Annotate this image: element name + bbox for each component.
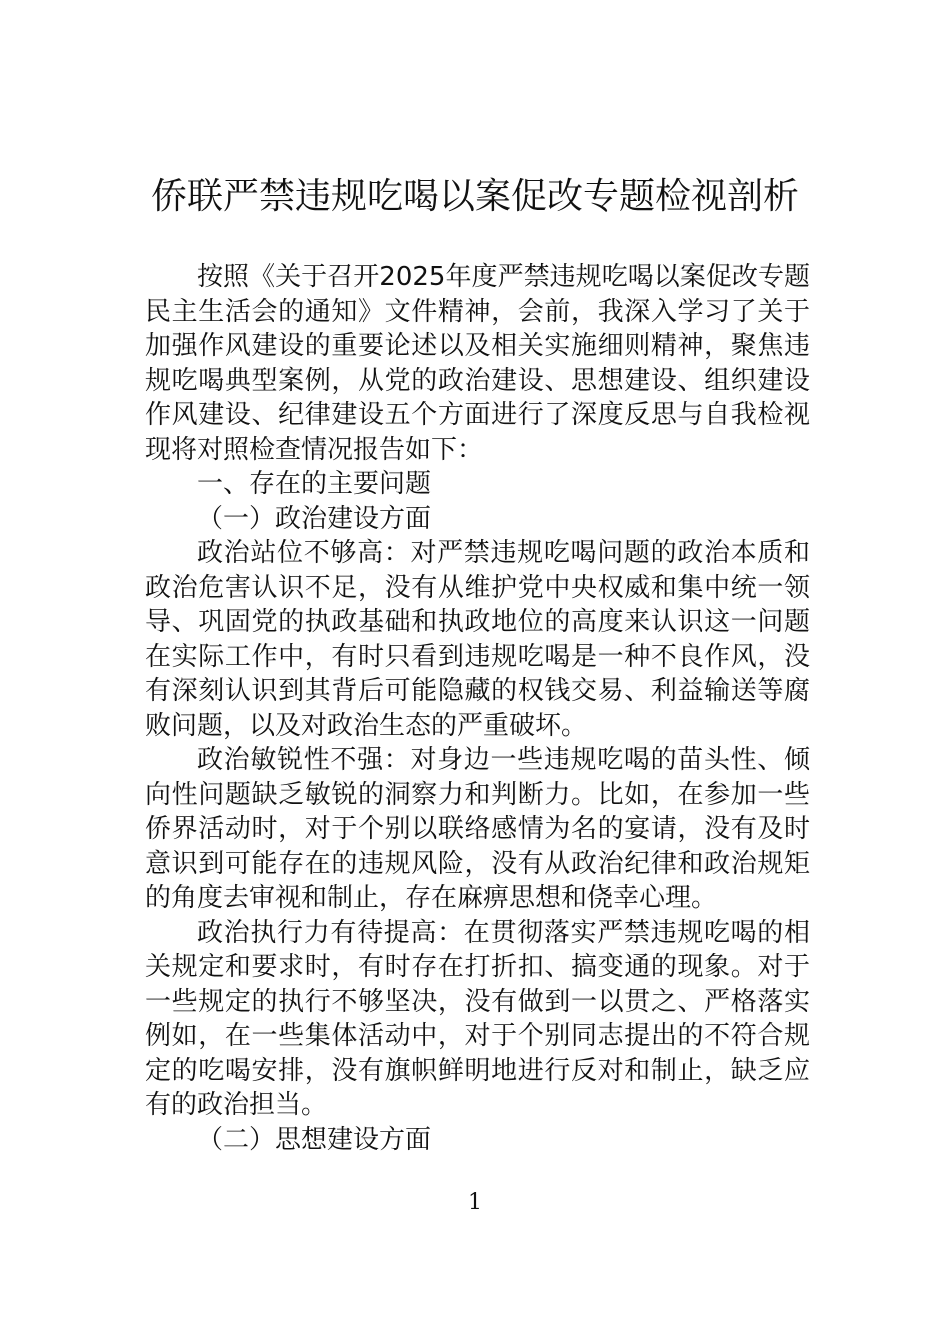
paragraph-political-stance: 政治站位不够高：对严禁违规吃喝问题的政治本质和政治危害认识不足，没有从维护党中央权威和集中统一领导、巩固党的执政基础和执政地位的高度来认识这一问题在实际工作中，有时只看到违规吃喝是一种不良作风，没有深刻认识到其背后可能隐藏的权钱交易、利益输送等腐败问题，以及对政治生态的严重破坏。 bbox=[145, 538, 810, 741]
paragraph-political-execution: 政治执行力有待提高：在贯彻落实严禁违规吃喝的相关规定和要求时，有时存在打折扣、搞变通的现象。对于一些规定的执行不够坚决，没有做到一以贯之、严格落实例如，在一些集体活动中，对于个别同志提出的不符合规定的吃喝安排，没有旗帜鲜明地进行反对和制止，缺乏应有的政治担当。 bbox=[145, 917, 810, 1120]
document-body bbox=[145, 260, 810, 1157]
page-number: 1 bbox=[468, 1190, 482, 1215]
paragraph-political-sensitivity: 政治敏锐性不强：对身边一些违规吃喝的苗头性、倾向性问题缺乏敏锐的洞察力和判断力。比如，在参加一些侨界活动时，对于个别以联络感情为名的宴请，没有及时意识到可能存在的违规风险，没有从政治纪律和政治规矩的角度去审视和制止，存在麻痹思想和侥幸心理。 bbox=[145, 745, 810, 913]
subsection-heading-political: （一）政治建设方面 bbox=[197, 503, 432, 534]
section-heading-problems: 一、存在的主要问题 bbox=[197, 469, 432, 499]
subsection-heading-ideological: （二）思想建设方面 bbox=[197, 1124, 432, 1155]
document-title: 侨联严禁违规吃喝以案促改专题检视剖析 bbox=[150, 176, 799, 217]
intro-paragraph: 按照《关于召开2025年度严禁违规吃喝以案促改专题民主生活会的通知》文件精神，会前，我深入学习了关于加强作风建设的重要论述以及相关实施细则精神，聚焦违规吃喝典型案例，从党的政治建设、思想建设、组织建设作风建设、纪律建设五个方面进行了深度反思与自我检视现将对照检查情况报告如下： bbox=[145, 262, 810, 465]
